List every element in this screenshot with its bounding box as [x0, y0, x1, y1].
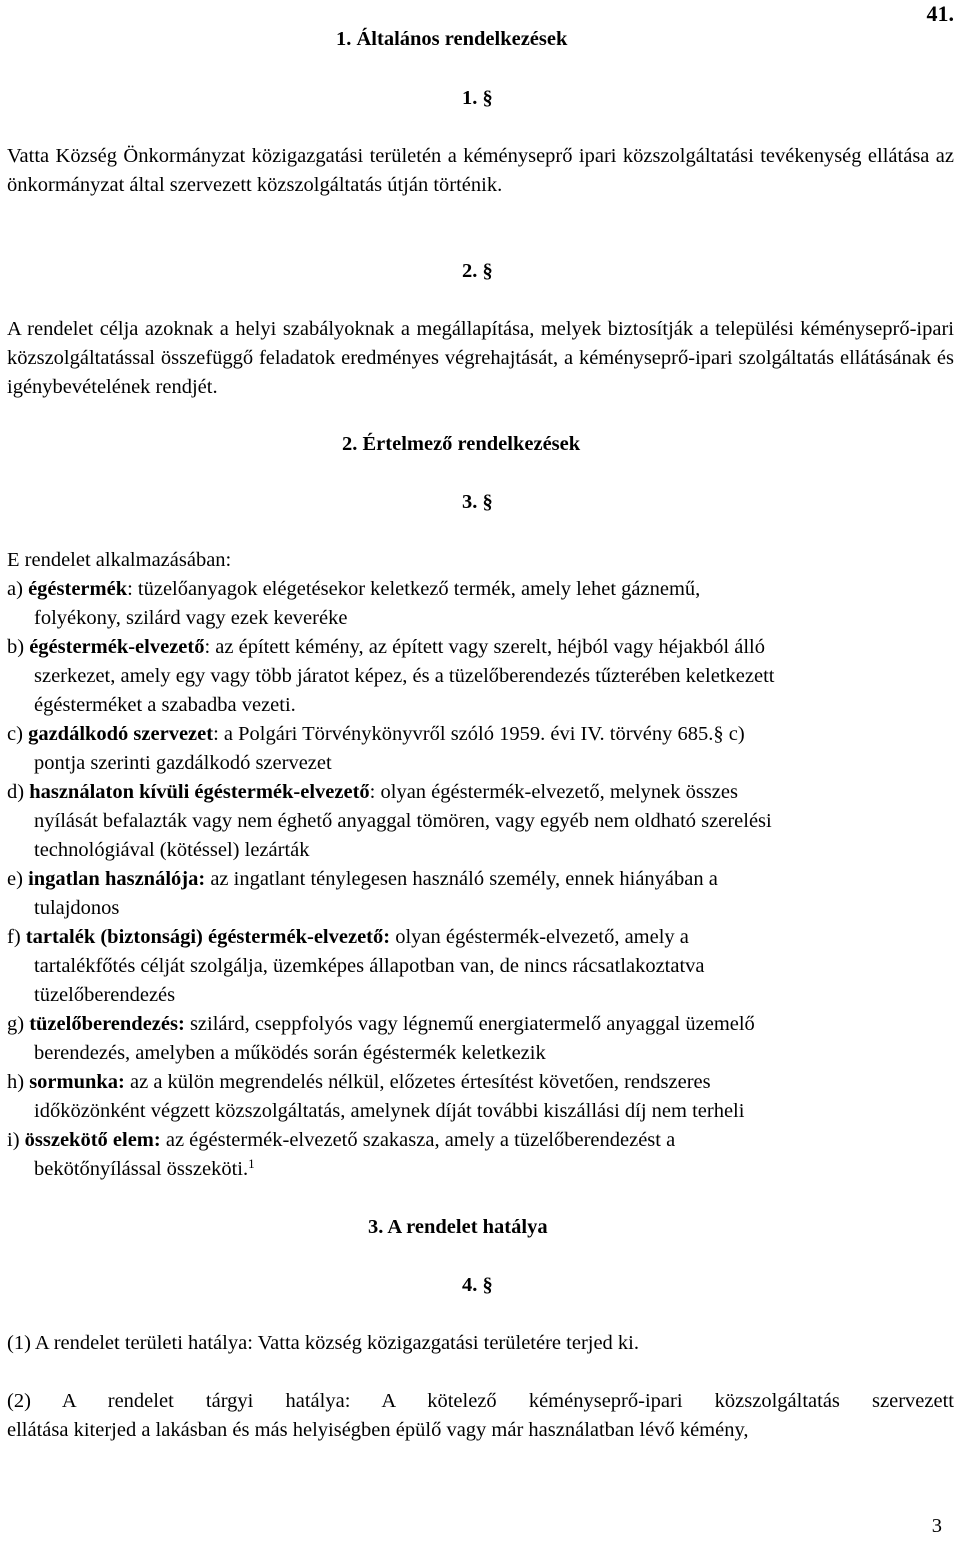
definition-e: e) ingatlan használója: az ingatlant ténylegesen használó személy, ennek hiányában a: [7, 868, 718, 890]
definition-c: c) gazdálkodó szervezet: a Polgári Törvénykönyvről szóló 1959. évi IV. törvény 685.§ c): [7, 723, 745, 745]
definition-b-cont: szerkezet, amely egy vagy több járatot képez, és a tüzelőberendezés tűzterében keletkezett: [34, 665, 775, 687]
section-number-1: 1. §: [462, 87, 493, 109]
term-tuzeloberendezes: tüzelőberendezés:: [29, 1013, 185, 1035]
section-number-4: 4. §: [462, 1274, 493, 1296]
definition-g: g) tüzelőberendezés: szilárd, cseppfolyós vagy légnemű energiatermelő anyaggal üzemelő: [7, 1013, 755, 1035]
definition-f-cont: tüzelőberendezés: [34, 984, 176, 1006]
term-gazdalkodo-szervezet: gazdálkodó szervezet: [28, 723, 214, 745]
definition-f-cont: tartalékfőtés célját szolgálja, üzemképes állapotban van, de nincs rácsatlakoztatva: [34, 955, 705, 977]
section-number-2: 2. §: [462, 260, 493, 282]
section-4-para-1: (1) A rendelet területi hatálya: Vatta község közigazgatási területére terjed ki.: [7, 1332, 640, 1354]
section-1-text: Vatta Község Önkormányzat közigazgatási területén a kéményseprő ipari közszolgáltatási tevékenység ellátása az önkormányzat által szervezett közszolgáltatás útján történik.: [7, 145, 954, 196]
definition-c-cont: pontja szerinti gazdálkodó szervezet: [34, 752, 332, 774]
page-label: 41.: [926, 1, 954, 26]
chapter-heading-3: 3. A rendelet hatálya: [368, 1216, 548, 1238]
definition-d-cont: technológiával (kötéssel) lezárták: [34, 839, 310, 861]
section-4-para-2-cont: ellátása kiterjed a lakásban és más helyiségben épülő vagy már használatban lévő kémény,: [7, 1419, 749, 1441]
definition-g-cont: berendezés, amelyben a működés során égéstermék keletkezik: [34, 1042, 546, 1064]
definition-a-cont: folyékony, szilárd vagy ezek keveréke: [34, 607, 348, 629]
term-egestermek-elvezeto: égéstermék-elvezető: [29, 636, 205, 658]
definition-h-cont: időközönként végzett közszolgáltatás, amelynek díját további kiszállási díj nem terheli: [34, 1100, 745, 1122]
term-hasznalaton-kivuli: használaton kívüli égéstermék-elvezető: [29, 781, 370, 803]
term-egestermek: égéstermék: [28, 578, 128, 600]
term-ingatlan-hasznaloja: ingatlan használója:: [28, 868, 206, 890]
section-2-text: A rendelet célja azoknak a helyi szabályoknak a megállapítása, melyek biztosítják a települési kéményseprő-ipari közszolgáltatással összefüggő feladatok eredményes végrehajtását, a kéményseprő-ipari szolgáltatás ellátásának és igénybevételének rendjét.: [7, 318, 954, 398]
definition-d: d) használaton kívüli égéstermék-elvezető: olyan égéstermék-elvezető, melynek összes: [7, 781, 738, 803]
chapter-heading-1: 1. Általános rendelkezések: [336, 28, 568, 50]
chapter-heading-2: 2. Értelmező rendelkezések: [342, 433, 581, 455]
definition-e-cont: tulajdonos: [34, 897, 120, 919]
page-number: 3: [931, 1515, 942, 1537]
definition-f: f) tartalék (biztonsági) égéstermék-elvezető: olyan égéstermék-elvezető, amely a: [7, 926, 689, 948]
definitions-intro: E rendelet alkalmazásában:: [7, 549, 232, 571]
section-4-para-2: (2) A rendelet tárgyi hatálya: A kötelező kéményseprő-ipari közszolgáltatás szervezett: [7, 1390, 954, 1412]
section-number-3: 3. §: [462, 491, 493, 513]
footnote-marker: 1: [248, 1156, 255, 1171]
definition-h: h) sormunka: az a külön megrendelés nélkül, előzetes értesítést követően, rendszeres: [7, 1071, 711, 1093]
definition-i-cont: bekötőnyílással összeköti.$^1$: [34, 1156, 255, 1180]
definition-b-cont: égésterméket a szabadba vezeti.: [34, 694, 296, 716]
term-sormunka: sormunka:: [29, 1071, 125, 1093]
definition-i: i) összekötő elem: az égéstermék-elvezető szakasza, amely a tüzelőberendezést a: [7, 1129, 676, 1151]
definition-b: b) égéstermék-elvezető: az épített kémény, az épített vagy szerelt, héjból vagy héjakból álló: [7, 636, 765, 658]
term-osszekoto-elem: összekötő elem:: [24, 1129, 161, 1151]
definition-a: a) égéstermék: tüzelőanyagok elégetésekor keletkező termék, amely lehet gáznemű,: [7, 578, 701, 600]
term-tartalek: tartalék (biztonsági) égéstermék-elvezető:: [25, 926, 391, 948]
definition-d-cont: nyílását befalazták vagy nem éghető anyaggal tömören, vagy egyéb nem oldható szerelési: [34, 810, 772, 832]
